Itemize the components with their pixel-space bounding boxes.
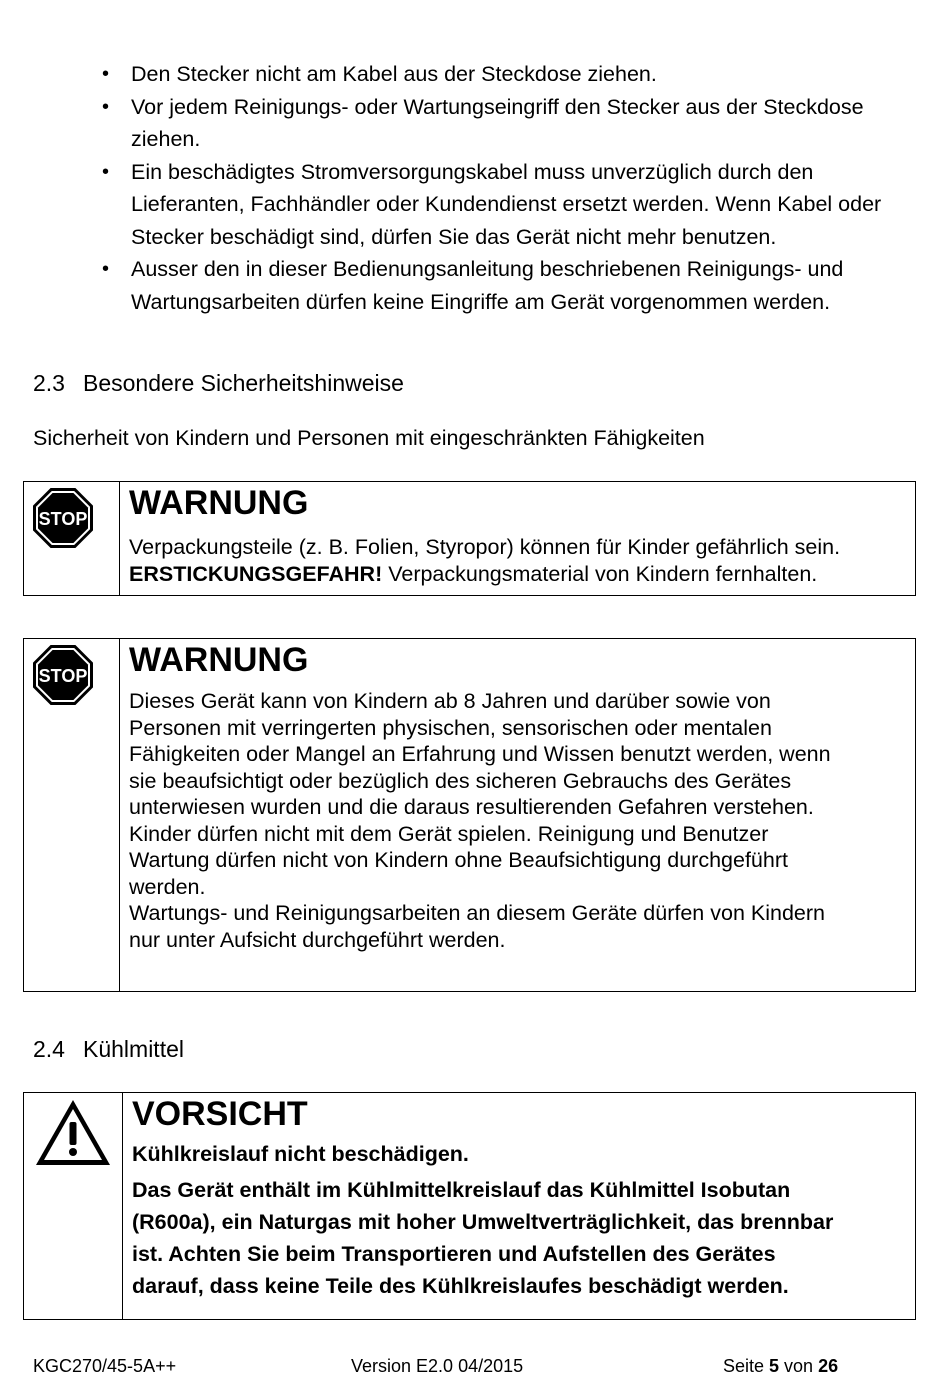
warning-title: WARNUNG bbox=[129, 484, 309, 522]
warning-text: Dieses Gerät kann von Kindern ab 8 Jahren und darüber sowie von bbox=[129, 689, 771, 713]
section-title: Besondere Sicherheitshinweise bbox=[83, 370, 404, 396]
warning-text: ERSTICKUNGSGEFAHR! Verpackungsmaterial von Kindern fernhalten. bbox=[129, 561, 818, 586]
warning-text: Kinder dürfen nicht mit dem Gerät spielen. Reinigung und Benutzer bbox=[129, 821, 769, 846]
section-heading-2-3 bbox=[33, 370, 404, 397]
icon-cell bbox=[24, 1093, 123, 1319]
caution-text: Das Gerät enthält im Kühlmittelkreislauf das Kühlmittel Isobutan bbox=[132, 1178, 791, 1202]
stop-sign-icon bbox=[33, 488, 93, 548]
warning-triangle-icon bbox=[34, 1098, 112, 1168]
warning-box-packaging bbox=[23, 481, 916, 596]
warning-content bbox=[129, 482, 905, 587]
caution-title: VORSICHT bbox=[132, 1095, 308, 1133]
caution-content bbox=[132, 1093, 905, 1302]
warning-text: werden. bbox=[129, 874, 206, 899]
warning-text: unterwiesen wurden und die daraus resultierenden Gefahren verstehen. bbox=[129, 795, 814, 819]
icon-cell bbox=[24, 639, 120, 991]
icon-cell bbox=[24, 482, 120, 595]
footer-model: KGC270/45-5A++ bbox=[33, 1356, 177, 1376]
safety-bullet-list bbox=[98, 58, 908, 318]
footer-version: Version E2.0 04/2015 bbox=[351, 1356, 524, 1376]
stop-sign-icon bbox=[33, 645, 93, 705]
caution-text: darauf, dass keine Teile des Kühlkreislaufes beschädigt werden. bbox=[132, 1274, 789, 1298]
subheading: Sicherheit von Kindern und Personen mit eingeschränkten Fähigkeiten bbox=[33, 426, 705, 450]
section-title: Kühlmittel bbox=[83, 1036, 184, 1062]
warning-text: nur unter Aufsicht durchgeführt werden. bbox=[129, 927, 506, 952]
warning-text: Wartungs- und Reinigungsarbeiten an diesem Geräte dürfen von Kindern bbox=[129, 901, 825, 925]
warning-content bbox=[129, 639, 905, 953]
list-item: • Ausser den in dieser Bedienungsanleitung beschriebenen Reinigungs- und Wartungsarbeiten dürfen keine Eingriffe am Gerät vorgenommen werden. bbox=[98, 253, 908, 318]
list-item: • Vor jedem Reinigungs- oder Wartungseingriff den Stecker aus der Steckdose ziehen. bbox=[98, 91, 908, 156]
caution-text: (R600a), ein Naturgas mit hoher Umweltverträglichkeit, das brennbar bbox=[132, 1210, 834, 1234]
svg-text:STOP: STOP bbox=[38, 509, 88, 529]
warning-text: Verpackungsteile (z. B. Folien, Styropor) können für Kinder gefährlich sein. bbox=[129, 535, 841, 559]
warning-box-children bbox=[23, 638, 916, 992]
list-item: • Ein beschädigtes Stromversorgungskabel muss unverzüglich durch den Lieferanten, Fachhändler oder Kundendienst ersetzt werden. Wenn Kabel oder Stecker beschädigt sind, dürfen Sie das Gerät nicht mehr benutzen. bbox=[98, 156, 908, 254]
caution-box-coolant bbox=[23, 1092, 916, 1320]
section-number: 2.3 bbox=[33, 370, 65, 396]
hazard-label: ERSTICKUNGSGEFAHR! bbox=[129, 561, 383, 586]
warning-title: WARNUNG bbox=[129, 641, 309, 679]
caution-text: Kühlkreislauf nicht beschädigen. bbox=[132, 1142, 469, 1166]
list-item: • Den Stecker nicht am Kabel aus der Steckdose ziehen. bbox=[98, 58, 908, 91]
footer-page-number: Seite 5 von 26 bbox=[723, 1356, 839, 1376]
svg-text:STOP: STOP bbox=[38, 666, 88, 686]
warning-text: sie beaufsichtigt oder bezüglich des sicheren Gebrauchs des Gerätes bbox=[129, 768, 792, 793]
section-heading-2-4 bbox=[33, 1036, 184, 1063]
warning-text: Personen mit verringerten physischen, sensorischen oder mentalen bbox=[129, 715, 772, 740]
section-number: 2.4 bbox=[33, 1036, 65, 1062]
caution-text: ist. Achten Sie beim Transportieren und Aufstellen des Gerätes bbox=[132, 1242, 776, 1266]
warning-text: Wartung dürfen nicht von Kindern ohne Beaufsichtigung durchgeführt bbox=[129, 848, 788, 872]
warning-text: Fähigkeiten oder Mangel an Erfahrung und Wissen benutzt werden, wenn bbox=[129, 742, 831, 766]
